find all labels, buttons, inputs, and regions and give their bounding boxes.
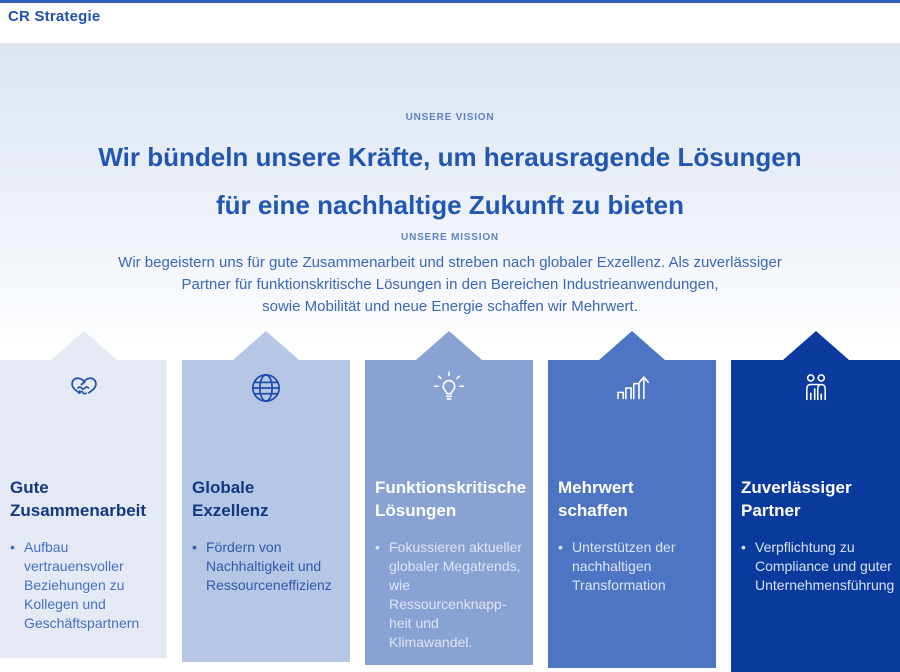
mission-line1: Wir begeistern uns für gute Zusammenarbeit und streben nach globaler Exzellenz. Als zuverlässiger	[118, 254, 782, 271]
pillar-peak	[783, 331, 849, 360]
pillar-title: Gute Zusammenarbeit	[10, 478, 147, 520]
mission-line3: sowie Mobilität und neue Energie schaffen wir Mehrwert.	[262, 298, 638, 315]
list-item: • Fokussieren aktueller globaler Megatrends, wie Ressourcenknappheit und Klimawandel.	[375, 538, 523, 652]
pillar-peak	[233, 331, 299, 360]
pillar-bullet-list	[375, 538, 523, 652]
pillar-globale-exzellenz	[182, 331, 350, 662]
vision-headline-line2: für eine nachhaltige Zukunft zu bieten	[215, 190, 685, 220]
pillar-bullet-list	[192, 538, 340, 595]
bullet-dot	[10, 538, 24, 633]
handshake-icon	[0, 367, 167, 409]
page-title: CR Strategie	[8, 8, 101, 25]
pillar-mehrwert-schaffen	[548, 331, 716, 668]
pillar-bullet-list	[741, 538, 895, 595]
lightbulb-icon	[365, 367, 533, 409]
list-item: • Verpflichtung zu Compliance und guter Unternehmensführung	[741, 538, 890, 595]
pillar-title: Funktionskritische Lösungen	[375, 478, 527, 520]
pillar-title: Globale Exzellenz	[192, 478, 269, 520]
pillar-bullet-list	[10, 538, 157, 633]
people-icon	[731, 367, 900, 409]
pillar-gute-zusammenarbeit	[0, 331, 167, 658]
globe-icon	[182, 367, 350, 409]
page-header	[0, 3, 900, 43]
pillar-title: Mehrwert schaffen	[558, 478, 634, 520]
pillar-peak	[51, 331, 117, 360]
list-item: • Fördern von Nachhaltigkeit und Ressourceneffizienz	[192, 538, 340, 595]
list-item: • Unterstützen der nachhaltigen Transformation	[558, 538, 706, 595]
vision-headline-line1: Wir bündeln unsere Kräfte, um herausragende Lösungen	[98, 142, 802, 172]
pillar-bullet-list	[558, 538, 706, 595]
pillar-peak	[416, 331, 482, 360]
list-item: • Aufbau vertrauensvoller Beziehungen zu Kollegen und Geschäftspartnern	[10, 538, 157, 633]
vision-headline	[0, 133, 900, 229]
mission-line2: Partner für funktionskritische Lösungen in den Bereichen Industrieanwendungen,	[181, 276, 719, 293]
pillar-zuverlaessiger-partner	[731, 331, 900, 672]
mission-label: UNSERE MISSION	[401, 232, 499, 243]
bullet-dot	[558, 538, 572, 595]
bullet-dot	[192, 538, 206, 595]
bullet-dot	[375, 538, 389, 652]
vision-mission-section	[0, 43, 900, 345]
growth-chart-icon	[548, 367, 716, 409]
bullet-dot	[741, 538, 755, 595]
pillar-funktionskritische-loesungen	[365, 331, 533, 665]
pillar-title: Zuverlässiger Partner	[741, 478, 852, 520]
pillar-peak	[599, 331, 665, 360]
mission-text	[0, 252, 900, 318]
vision-label: UNSERE VISION	[405, 112, 495, 123]
